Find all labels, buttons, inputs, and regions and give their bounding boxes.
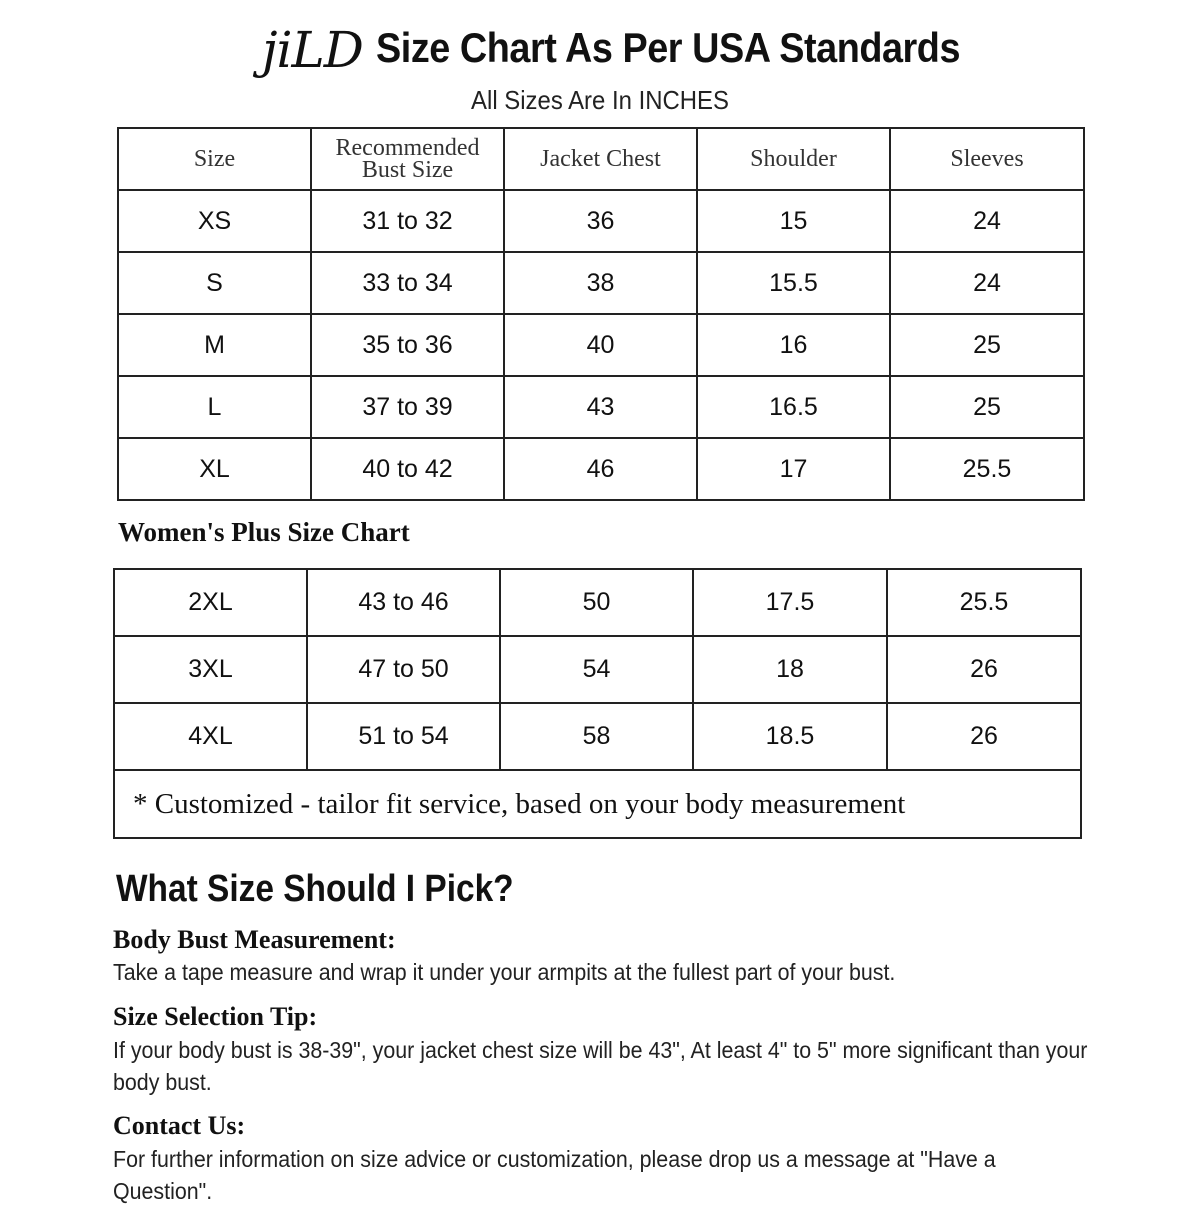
cell-bust: 40 to 42 xyxy=(311,438,504,500)
cell-size: L xyxy=(118,376,311,438)
column-header-bust: Recommended Bust Size xyxy=(311,128,504,190)
bust-measurement-heading: Body Bust Measurement: xyxy=(113,925,396,954)
contact-heading: Contact Us: xyxy=(113,1111,246,1140)
size-tip-text: If your body bust is 38-39", your jacket chest size will be 43", At least 4" to 5" more significant than your body bust. xyxy=(113,1037,1088,1095)
size-guide-title: What Size Should I Pick? xyxy=(116,868,514,910)
cell-bust: 51 to 54 xyxy=(307,703,500,770)
cell-jacket-chest: 38 xyxy=(504,252,697,314)
cell-size: 3XL xyxy=(114,636,307,703)
column-header-sleeves: Sleeves xyxy=(890,128,1084,190)
cell-jacket-chest: 58 xyxy=(500,703,693,770)
cell-shoulder: 17.5 xyxy=(693,569,887,636)
plus-size-heading: Women's Plus Size Chart xyxy=(118,517,410,547)
cell-shoulder: 15.5 xyxy=(697,252,890,314)
cell-sleeves: 25 xyxy=(890,376,1084,438)
cell-sleeves: 25 xyxy=(890,314,1084,376)
cell-bust: 47 to 50 xyxy=(307,636,500,703)
table-row xyxy=(118,314,1084,376)
cell-sleeves: 25.5 xyxy=(887,569,1081,636)
cell-size: XL xyxy=(118,438,311,500)
column-header-size: Size xyxy=(118,128,311,190)
cell-jacket-chest: 46 xyxy=(504,438,697,500)
cell-sleeves: 24 xyxy=(890,252,1084,314)
table-row xyxy=(118,190,1084,252)
table-row xyxy=(118,438,1084,500)
table-header-row xyxy=(118,128,1084,190)
cell-bust: 37 to 39 xyxy=(311,376,504,438)
size-chart-table xyxy=(117,127,1085,501)
page-subtitle: All Sizes Are In INCHES xyxy=(471,85,729,115)
cell-shoulder: 17 xyxy=(697,438,890,500)
cell-jacket-chest: 54 xyxy=(500,636,693,703)
cell-shoulder: 18.5 xyxy=(693,703,887,770)
table-row xyxy=(114,703,1081,770)
cell-bust: 35 to 36 xyxy=(311,314,504,376)
table-row xyxy=(114,569,1081,636)
cell-shoulder: 16 xyxy=(697,314,890,376)
table-row xyxy=(118,376,1084,438)
size-tip-heading: Size Selection Tip: xyxy=(113,1002,318,1031)
cell-jacket-chest: 43 xyxy=(504,376,697,438)
cell-jacket-chest: 50 xyxy=(500,569,693,636)
cell-shoulder: 15 xyxy=(697,190,890,252)
cell-bust: 31 to 32 xyxy=(311,190,504,252)
cell-jacket-chest: 36 xyxy=(504,190,697,252)
brand-logo: jiLD xyxy=(262,21,363,79)
plus-size-table xyxy=(113,568,1082,839)
column-header-shoulder: Shoulder xyxy=(697,128,890,190)
cell-size: 4XL xyxy=(114,703,307,770)
cell-shoulder: 18 xyxy=(693,636,887,703)
cell-bust: 33 to 34 xyxy=(311,252,504,314)
cell-size: S xyxy=(118,252,311,314)
cell-sleeves: 24 xyxy=(890,190,1084,252)
contact-text: For further information on size advice or customization, please drop us a message at "Have a Question". xyxy=(113,1146,996,1204)
table-row xyxy=(114,636,1081,703)
cell-size: XS xyxy=(118,190,311,252)
customization-note: * Customized - tailor fit service, based on your body measurement xyxy=(114,770,1081,838)
cell-sleeves: 25.5 xyxy=(890,438,1084,500)
cell-shoulder: 16.5 xyxy=(697,376,890,438)
table-row xyxy=(118,252,1084,314)
bust-measurement-text: Take a tape measure and wrap it under your armpits at the fullest part of your bust. xyxy=(113,959,896,985)
column-header-jacket-chest: Jacket Chest xyxy=(504,128,697,190)
cell-sleeves: 26 xyxy=(887,636,1081,703)
cell-size: M xyxy=(118,314,311,376)
cell-sleeves: 26 xyxy=(887,703,1081,770)
cell-jacket-chest: 40 xyxy=(504,314,697,376)
page-title: Size Chart As Per USA Standards xyxy=(376,24,961,71)
customization-note-row xyxy=(114,770,1081,838)
cell-bust: 43 to 46 xyxy=(307,569,500,636)
cell-size: 2XL xyxy=(114,569,307,636)
